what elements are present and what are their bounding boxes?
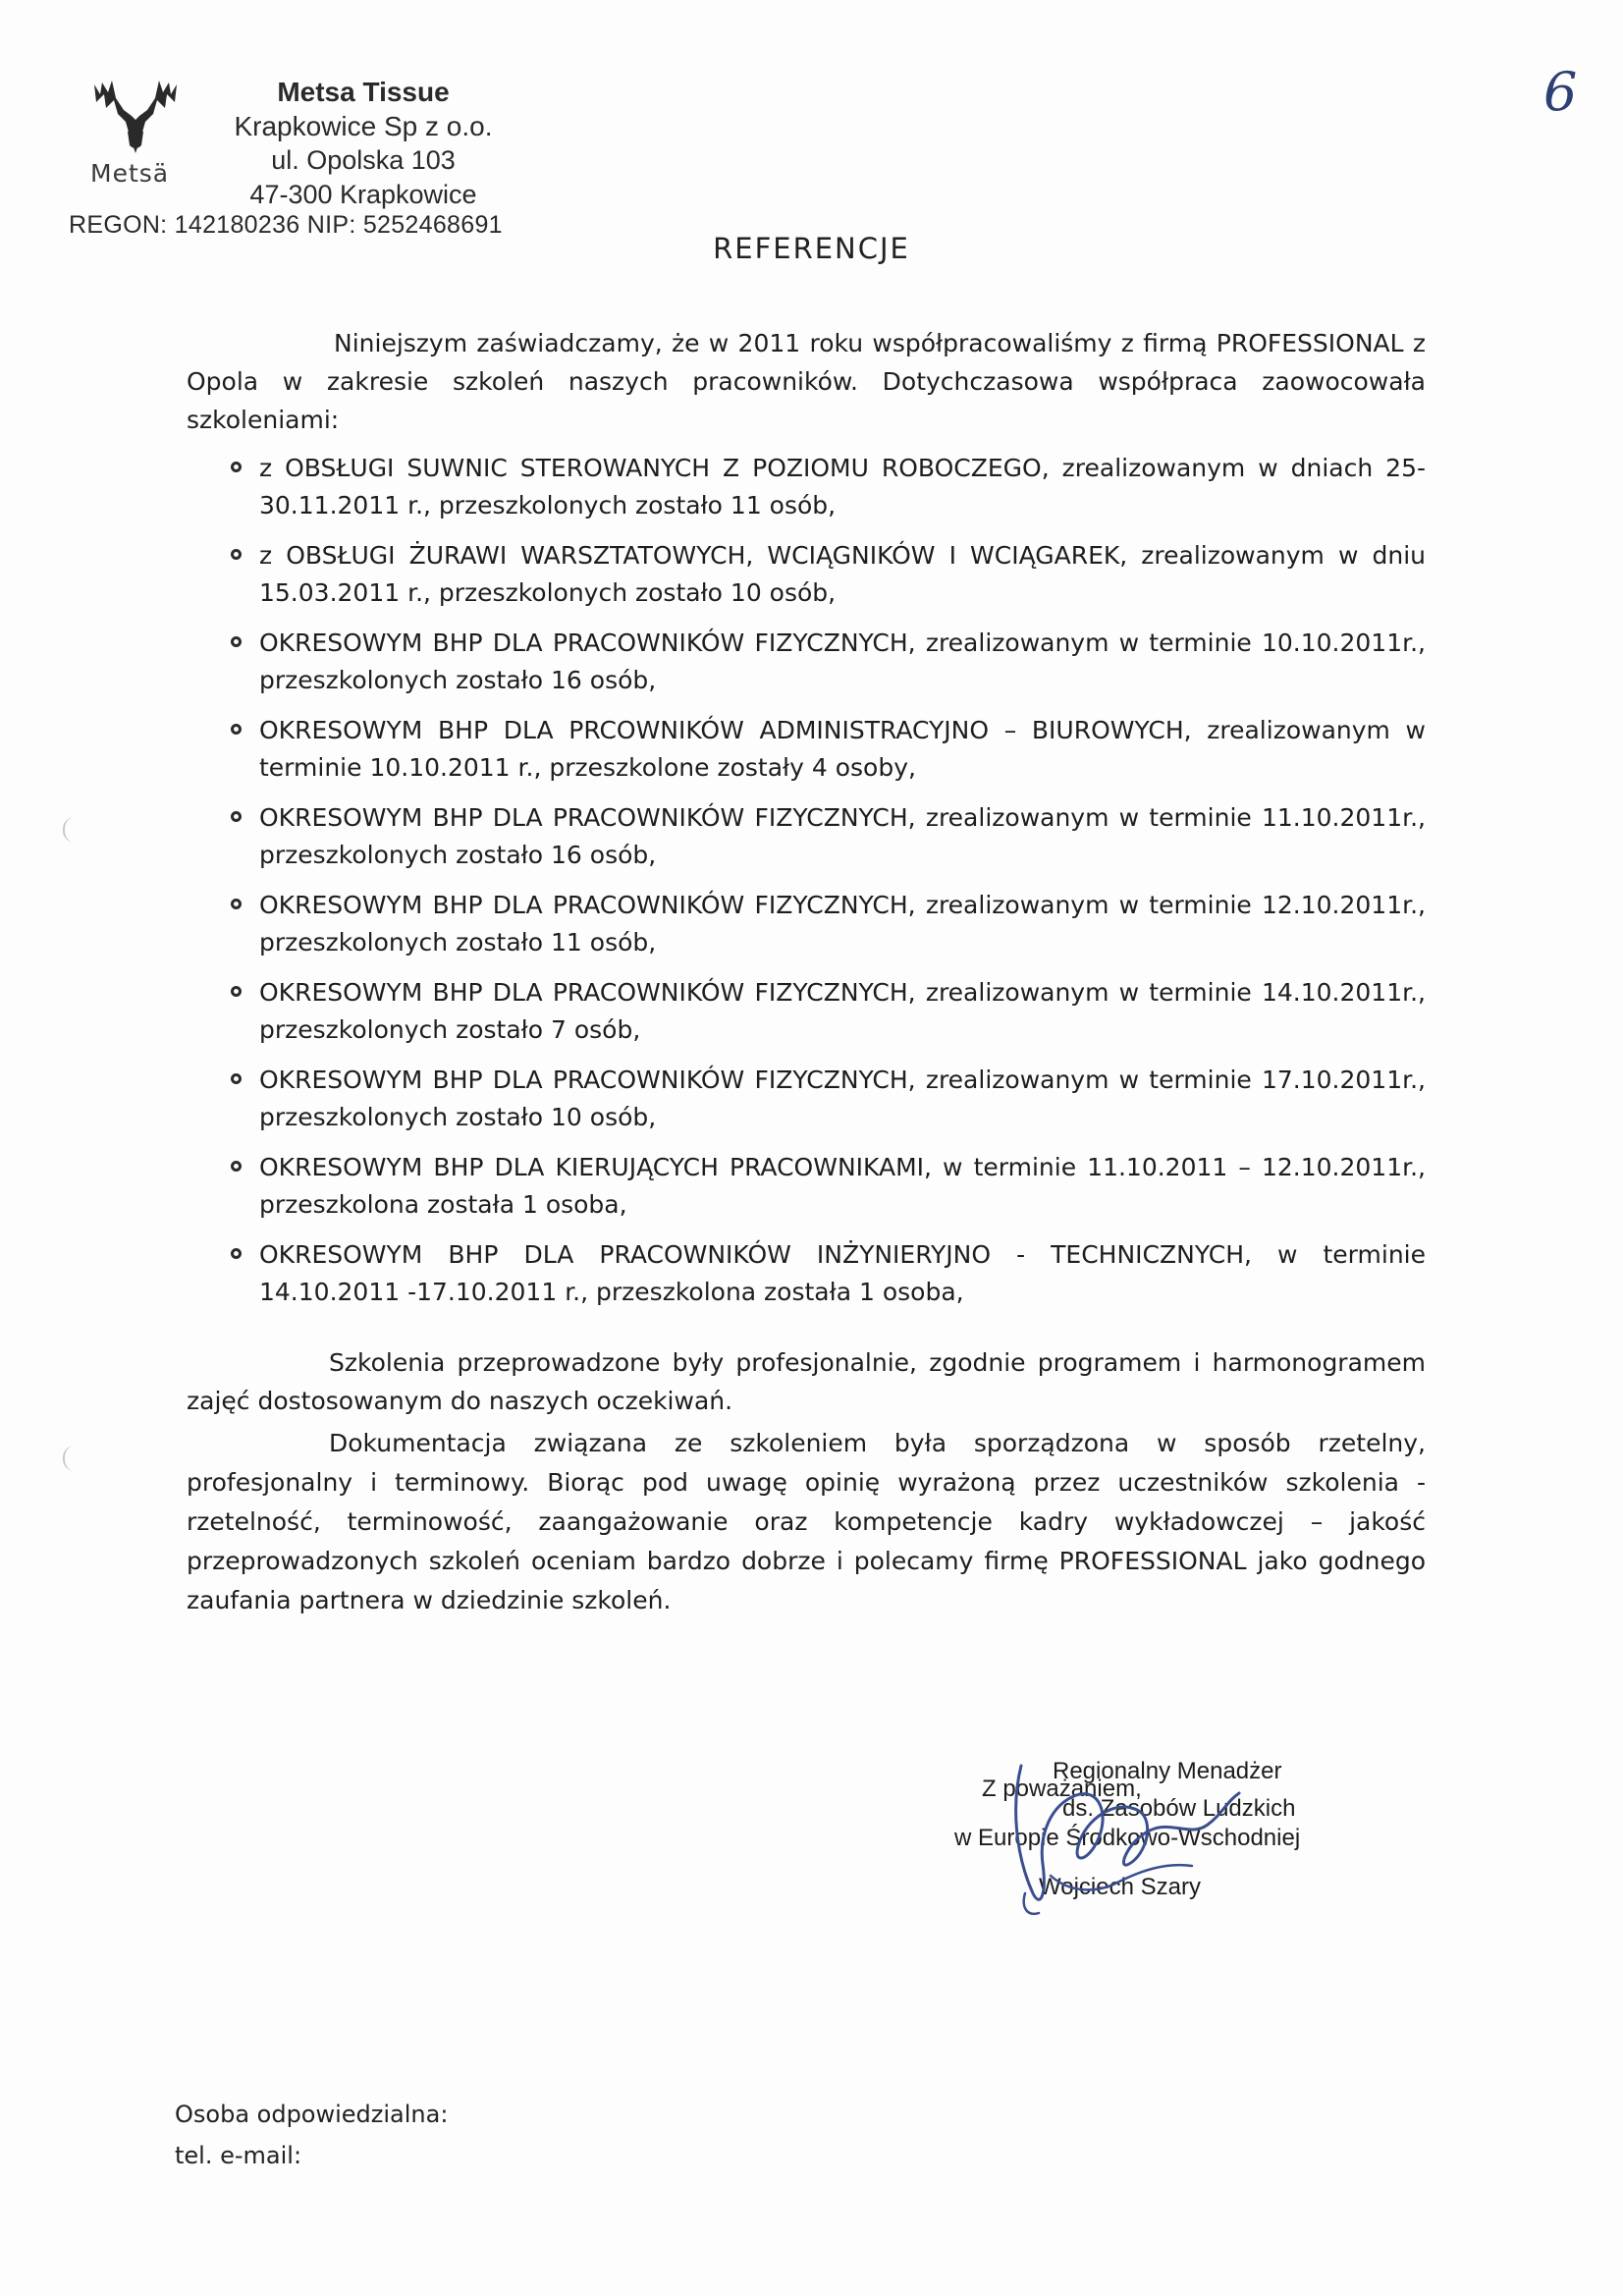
- bullet-icon: [231, 1161, 242, 1172]
- list-item: [187, 625, 1426, 699]
- list-item: [187, 887, 1426, 961]
- list-item-text: z OBSŁUGI ŻURAWI WARSZTATOWYCH, WCIĄGNIKÓW I WCIĄGAREK, zrealizowanym w dniu 15.03.2011 r., przeszkolonych zostało 10 osób,: [259, 541, 1426, 607]
- scan-mark: [63, 817, 75, 843]
- list-item: [187, 1236, 1426, 1311]
- company-city: 47-300 Krapkowice: [249, 180, 477, 209]
- bullet-icon: [231, 462, 242, 472]
- handwritten-signature: [982, 1746, 1267, 1923]
- logo-wordmark: Metsä: [90, 159, 170, 188]
- list-item: [187, 1062, 1426, 1136]
- bullet-icon: [231, 1073, 242, 1084]
- list-item: [187, 974, 1426, 1049]
- list-item-text: OKRESOWYM BHP DLA PRACOWNIKÓW INŻYNIERYJNO - TECHNICZNYCH, w terminie 14.10.2011 -17.10.2011 r., przeszkolona została 1 osoba,: [259, 1240, 1426, 1306]
- training-list: [187, 450, 1426, 1324]
- list-item: [187, 537, 1426, 612]
- company-registry: REGON: 142180236 NIP: 5252468691: [69, 211, 503, 239]
- signer-title-line3: w Europie Środkowo-Wschodniej: [954, 1825, 1301, 1851]
- document-title: REFERENCJE: [713, 232, 910, 265]
- company-address: [196, 75, 530, 212]
- bullet-icon: [231, 811, 242, 822]
- list-item: [187, 450, 1426, 524]
- bullet-icon: [231, 724, 242, 735]
- closing-greeting: Z poważaniem,: [982, 1776, 1142, 1802]
- company-street: ul. Opolska 103: [271, 145, 456, 175]
- responsible-person-label: Osoba odpowiedzialna:: [175, 2101, 449, 2128]
- bullet-icon: [231, 986, 242, 997]
- contact-label: tel. e-mail:: [175, 2142, 302, 2169]
- list-item-text: z OBSŁUGI SUWNIC STEROWANYCH Z POZIOMU ROBOCZEGO, zrealizowanym w dniach 25-30.11.2011 r., przeszkolonych zostało 11 osób,: [259, 454, 1426, 519]
- bullet-icon: [231, 636, 242, 647]
- bullet-icon: [231, 899, 242, 909]
- list-item-text: OKRESOWYM BHP DLA PRACOWNIKÓW FIZYCZNYCH, zrealizowanym w terminie 11.10.2011r., przeszkolonych zostało 16 osób,: [259, 803, 1426, 869]
- list-item-text: OKRESOWYM BHP DLA KIERUJĄCYCH PRACOWNIKAMI, w terminie 11.10.2011 – 12.10.2011r., przeszkolona została 1 osoba,: [259, 1153, 1426, 1219]
- list-item-text: OKRESOWYM BHP DLA PRCOWNIKÓW ADMINISTRACYJNO – BIUROWYCH, zrealizowanym w terminie 10.10.2011 r., przeszkolone zostały 4 osoby,: [259, 716, 1426, 782]
- list-item-text: OKRESOWYM BHP DLA PRACOWNIKÓW FIZYCZNYCH, zrealizowanym w terminie 12.10.2011r., przeszkolonych zostało 11 osób,: [259, 891, 1426, 957]
- scan-mark: [63, 1446, 75, 1471]
- company-legal-name: Krapkowice Sp z o.o.: [234, 111, 493, 141]
- list-item: [187, 1149, 1426, 1224]
- bullet-icon: [231, 549, 242, 560]
- list-item: [187, 712, 1426, 787]
- handwritten-page-number: 6: [1543, 61, 1578, 123]
- list-item-text: OKRESOWYM BHP DLA PRACOWNIKÓW FIZYCZNYCH, zrealizowanym w terminie 10.10.2011r., przeszkolonych zostało 16 osób,: [259, 629, 1426, 694]
- bullet-icon: [231, 1248, 242, 1259]
- intro-paragraph: Niniejszym zaświadczamy, że w 2011 roku współpracowaliśmy z firmą PROFESSIONAL z Opola w zakresie szkoleń naszych pracowników. Dotychczasowa współpraca zaowocowała szkoleniami:: [187, 329, 1426, 434]
- list-item-text: OKRESOWYM BHP DLA PRACOWNIKÓW FIZYCZNYCH, zrealizowanym w terminie 17.10.2011r., przeszkolonych zostało 10 osób,: [259, 1066, 1426, 1131]
- list-item-text: OKRESOWYM BHP DLA PRACOWNIKÓW FIZYCZNYCH, zrealizowanym w terminie 14.10.2011r., przeszkolonych zostało 7 osób,: [259, 978, 1426, 1044]
- contact-footer: [175, 2094, 448, 2176]
- signer-title-line1: Regionalny Menadżer: [1053, 1758, 1282, 1784]
- signer-name: Wojciech Szary: [1039, 1874, 1201, 1900]
- signer-title-line2: ds. Zasobów Ludzkich: [1062, 1795, 1296, 1822]
- recommendation-paragraph: Dokumentacja związana ze szkoleniem była sporządzona w sposób rzetelny, profesjonalny i terminowy. Biorąc pod uwagę opinię wyrażoną przez uczestników szkolenia - rzetelność, terminowość, zaangażowanie oraz kompetencje kadry wykładowczej – jakość przeprowadzonych szkoleń oceniam bardzo dobrze i polecamy firmę PROFESSIONAL jako godnego zaufania partnera w dziedzinie szkoleń.: [187, 1429, 1426, 1614]
- quality-paragraph: Szkolenia przeprowadzone były profesjonalnie, zgodnie programem i harmonogramem zajęć dostosowanym do naszych oczekiwań.: [187, 1348, 1426, 1415]
- list-item: [187, 799, 1426, 874]
- company-name: Metsa Tissue: [277, 77, 450, 107]
